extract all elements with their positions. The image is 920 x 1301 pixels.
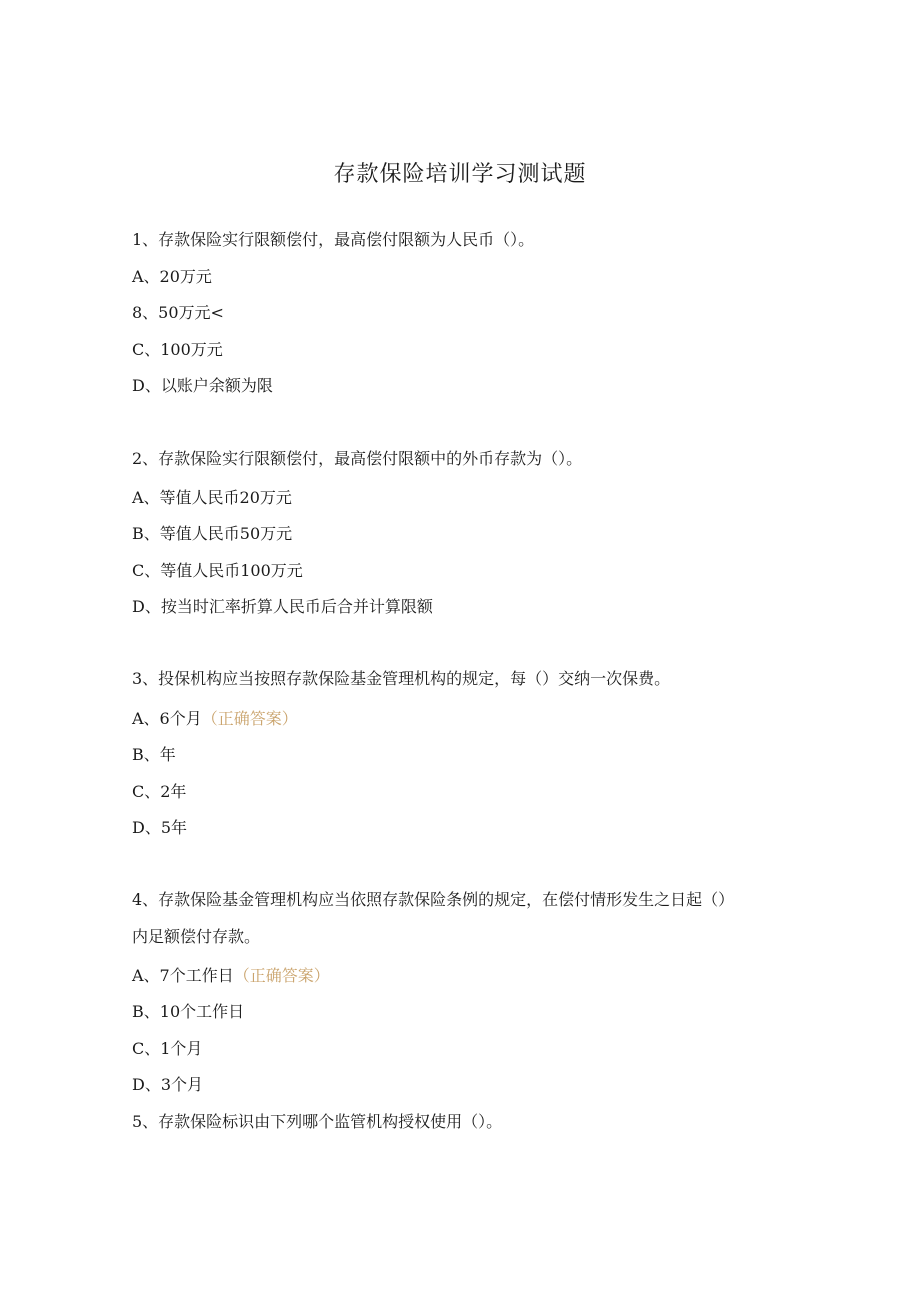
question-4-option-a bbox=[132, 966, 330, 986]
question-3-option-a bbox=[132, 709, 298, 729]
question-2-stem: 2、存款保险实行限额偿付，最高偿付限额中的外币存款为（）。 bbox=[132, 449, 583, 468]
question-2-option-c: C、等值人民币100万元 bbox=[132, 561, 303, 580]
option-text: A、6个月 bbox=[132, 709, 202, 728]
question-1-stem: 1、存款保险实行限额偿付，最高偿付限额为人民币（）。 bbox=[132, 230, 535, 249]
page-title: 存款保险培训学习测试题 bbox=[333, 162, 587, 187]
question-5-stem: 5、存款保险标识由下列哪个监管机构授权使用（）。 bbox=[132, 1112, 503, 1131]
question-1-option-c: C、100万元 bbox=[132, 340, 223, 359]
question-3-stem: 3、投保机构应当按照存款保险基金管理机构的规定，每（）交纳一次保费。 bbox=[132, 669, 671, 688]
question-4-option-d: D、3个月 bbox=[132, 1075, 204, 1094]
question-4-stem: 4、存款保险基金管理机构应当依照存款保险条例的规定，在偿付情形发生之日起（） bbox=[132, 890, 735, 909]
question-4-stem-continued: 内足额偿付存款。 bbox=[132, 927, 261, 946]
question-2-option-d: D、按当时汇率折算人民币后合并计算限额 bbox=[132, 597, 433, 616]
question-2-option-b: B、等值人民币50万元 bbox=[132, 524, 293, 543]
option-text: A、7个工作日 bbox=[132, 966, 234, 985]
question-1-option-b: 8、50万元< bbox=[132, 303, 224, 322]
question-4-option-b: B、10个工作日 bbox=[132, 1002, 245, 1021]
question-2-option-a: A、等值人民币20万元 bbox=[132, 488, 292, 507]
question-1-option-a: A、20万元 bbox=[132, 267, 212, 286]
question-1-option-d: D、以账户余额为限 bbox=[132, 376, 273, 395]
correct-answer-mark: （正确答案） bbox=[233, 966, 330, 985]
correct-answer-mark: （正确答案） bbox=[201, 709, 298, 728]
question-3-option-c: C、2年 bbox=[132, 782, 187, 801]
question-3-option-d: D、5年 bbox=[132, 818, 188, 837]
question-3-option-b: B、年 bbox=[132, 745, 176, 764]
question-4-option-c: C、1个月 bbox=[132, 1039, 203, 1058]
